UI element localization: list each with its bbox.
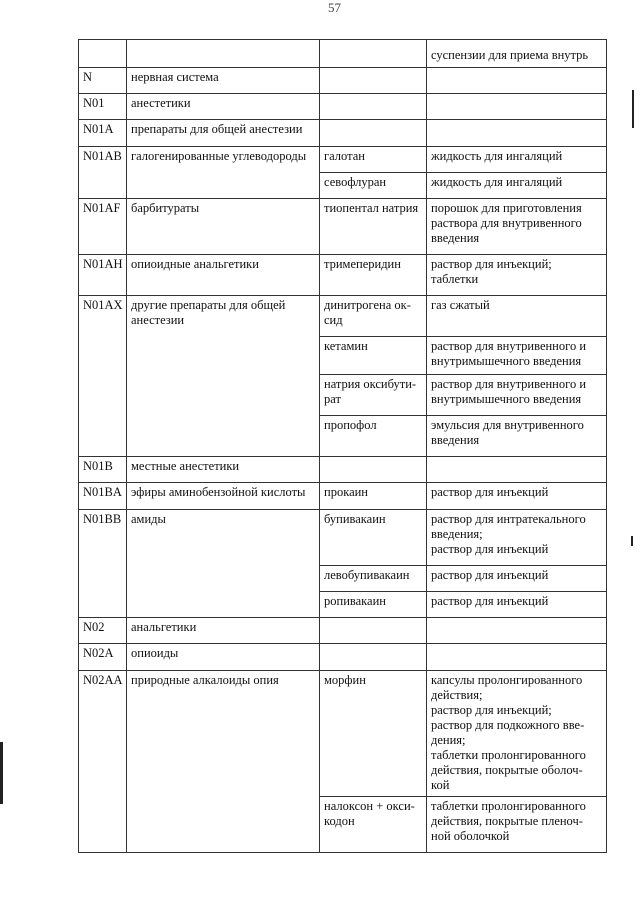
group-name-cell: опиоидные анальгетики xyxy=(127,255,320,296)
table-row xyxy=(79,40,607,68)
group-name-cell: галогенированные углеводороды xyxy=(127,147,320,199)
drug-name-cell: севофлуран xyxy=(320,173,427,199)
page-number: 57 xyxy=(328,0,341,15)
group-name-cell: местные анестетики xyxy=(127,457,320,483)
table-row xyxy=(79,483,607,510)
dosage-form-cell: раствор для интратекального введения; раствор для инъекций xyxy=(427,510,607,566)
drug-name-cell xyxy=(320,644,427,671)
drug-name-cell: прокаин xyxy=(320,483,427,510)
atc-code-cell: N02 xyxy=(79,618,127,644)
table-row xyxy=(79,120,607,147)
table-row xyxy=(79,671,607,797)
dosage-form-cell: раствор для инъекций xyxy=(427,566,607,592)
atc-code-cell: N02AA xyxy=(79,671,127,853)
drug-name-cell: кетамин xyxy=(320,337,427,375)
scan-margin-mark xyxy=(0,742,3,804)
atc-code-cell: N01BA xyxy=(79,483,127,510)
dosage-form-cell: раствор для внутривенного и внутримышечного введения xyxy=(427,375,607,416)
drug-classification-table xyxy=(78,39,607,853)
drug-name-cell: галотан xyxy=(320,147,427,173)
table-row xyxy=(79,199,607,255)
dosage-form-cell xyxy=(427,94,607,120)
atc-code-cell: N01B xyxy=(79,457,127,483)
dosage-form-cell: суспензии для приема внутрь xyxy=(427,40,607,68)
drug-name-cell xyxy=(320,120,427,147)
table-row xyxy=(79,644,607,671)
dosage-form-cell: эмульсия для внутривенного введения xyxy=(427,416,607,457)
dosage-form-cell xyxy=(427,644,607,671)
dosage-form-cell xyxy=(427,457,607,483)
group-name-cell: эфиры аминобензойной кислоты xyxy=(127,483,320,510)
drug-name-cell: тримеперидин xyxy=(320,255,427,296)
drug-name-cell: натрия оксибути- рат xyxy=(320,375,427,416)
atc-code-cell: N01BB xyxy=(79,510,127,618)
group-name-cell: опиоиды xyxy=(127,644,320,671)
drug-name-cell xyxy=(320,457,427,483)
table-row xyxy=(79,510,607,566)
table-row xyxy=(79,618,607,644)
drug-name-cell: пропофол xyxy=(320,416,427,457)
dosage-form-cell: газ сжатый xyxy=(427,296,607,337)
scan-margin-mark xyxy=(632,90,634,128)
drug-name-cell xyxy=(320,618,427,644)
drug-name-cell: левобупивакаин xyxy=(320,566,427,592)
dosage-form-cell xyxy=(427,618,607,644)
scan-margin-mark xyxy=(631,536,633,546)
group-name-cell: нервная система xyxy=(127,68,320,94)
dosage-form-cell: раствор для внутривенного и внутримышечного введения xyxy=(427,337,607,375)
dosage-form-cell: таблетки пролонгированного действия, покрытые пленоч- ной оболочкой xyxy=(427,797,607,853)
dosage-form-cell: порошок для приготовления раствора для внутривенного введения xyxy=(427,199,607,255)
table-row xyxy=(79,457,607,483)
group-name-cell xyxy=(127,40,320,68)
dosage-form-cell: раствор для инъекций xyxy=(427,592,607,618)
atc-code-cell: N01A xyxy=(79,120,127,147)
dosage-form-cell xyxy=(427,68,607,94)
atc-code-cell: N01AH xyxy=(79,255,127,296)
drug-name-cell: морфин xyxy=(320,671,427,797)
dosage-form-cell xyxy=(427,120,607,147)
group-name-cell: препараты для общей анестезии xyxy=(127,120,320,147)
atc-code-cell: N01AB xyxy=(79,147,127,199)
atc-code-cell: N01AX xyxy=(79,296,127,457)
drug-name-cell: динитрогена ок- сид xyxy=(320,296,427,337)
atc-code-cell xyxy=(79,40,127,68)
drug-name-cell xyxy=(320,68,427,94)
drug-name-cell: ропивакаин xyxy=(320,592,427,618)
group-name-cell: барбитураты xyxy=(127,199,320,255)
drug-name-cell: налоксон + окси- кодон xyxy=(320,797,427,853)
dosage-form-cell: жидкость для ингаляций xyxy=(427,173,607,199)
dosage-form-cell: жидкость для ингаляций xyxy=(427,147,607,173)
group-name-cell: другие препараты для общей анестезии xyxy=(127,296,320,457)
dosage-form-cell: раствор для инъекций; таблетки xyxy=(427,255,607,296)
dosage-form-cell: капсулы пролонгированного действия; раствор для инъекций; раствор для подкожного вве- дения; таблетки пролонгированного действия, покрытые оболоч- кой xyxy=(427,671,607,797)
group-name-cell: анальгетики xyxy=(127,618,320,644)
dosage-form-cell: раствор для инъекций xyxy=(427,483,607,510)
table-row xyxy=(79,94,607,120)
group-name-cell: природные алкалоиды опия xyxy=(127,671,320,853)
drug-name-cell xyxy=(320,40,427,68)
atc-code-cell: N xyxy=(79,68,127,94)
group-name-cell: анестетики xyxy=(127,94,320,120)
table-row xyxy=(79,296,607,337)
atc-code-cell: N02A xyxy=(79,644,127,671)
drug-name-cell: тиопентал натрия xyxy=(320,199,427,255)
atc-code-cell: N01AF xyxy=(79,199,127,255)
drug-name-cell: бупивакаин xyxy=(320,510,427,566)
group-name-cell: амиды xyxy=(127,510,320,618)
drug-name-cell xyxy=(320,94,427,120)
table-row xyxy=(79,255,607,296)
atc-code-cell: N01 xyxy=(79,94,127,120)
table-row xyxy=(79,68,607,94)
table-row xyxy=(79,147,607,173)
